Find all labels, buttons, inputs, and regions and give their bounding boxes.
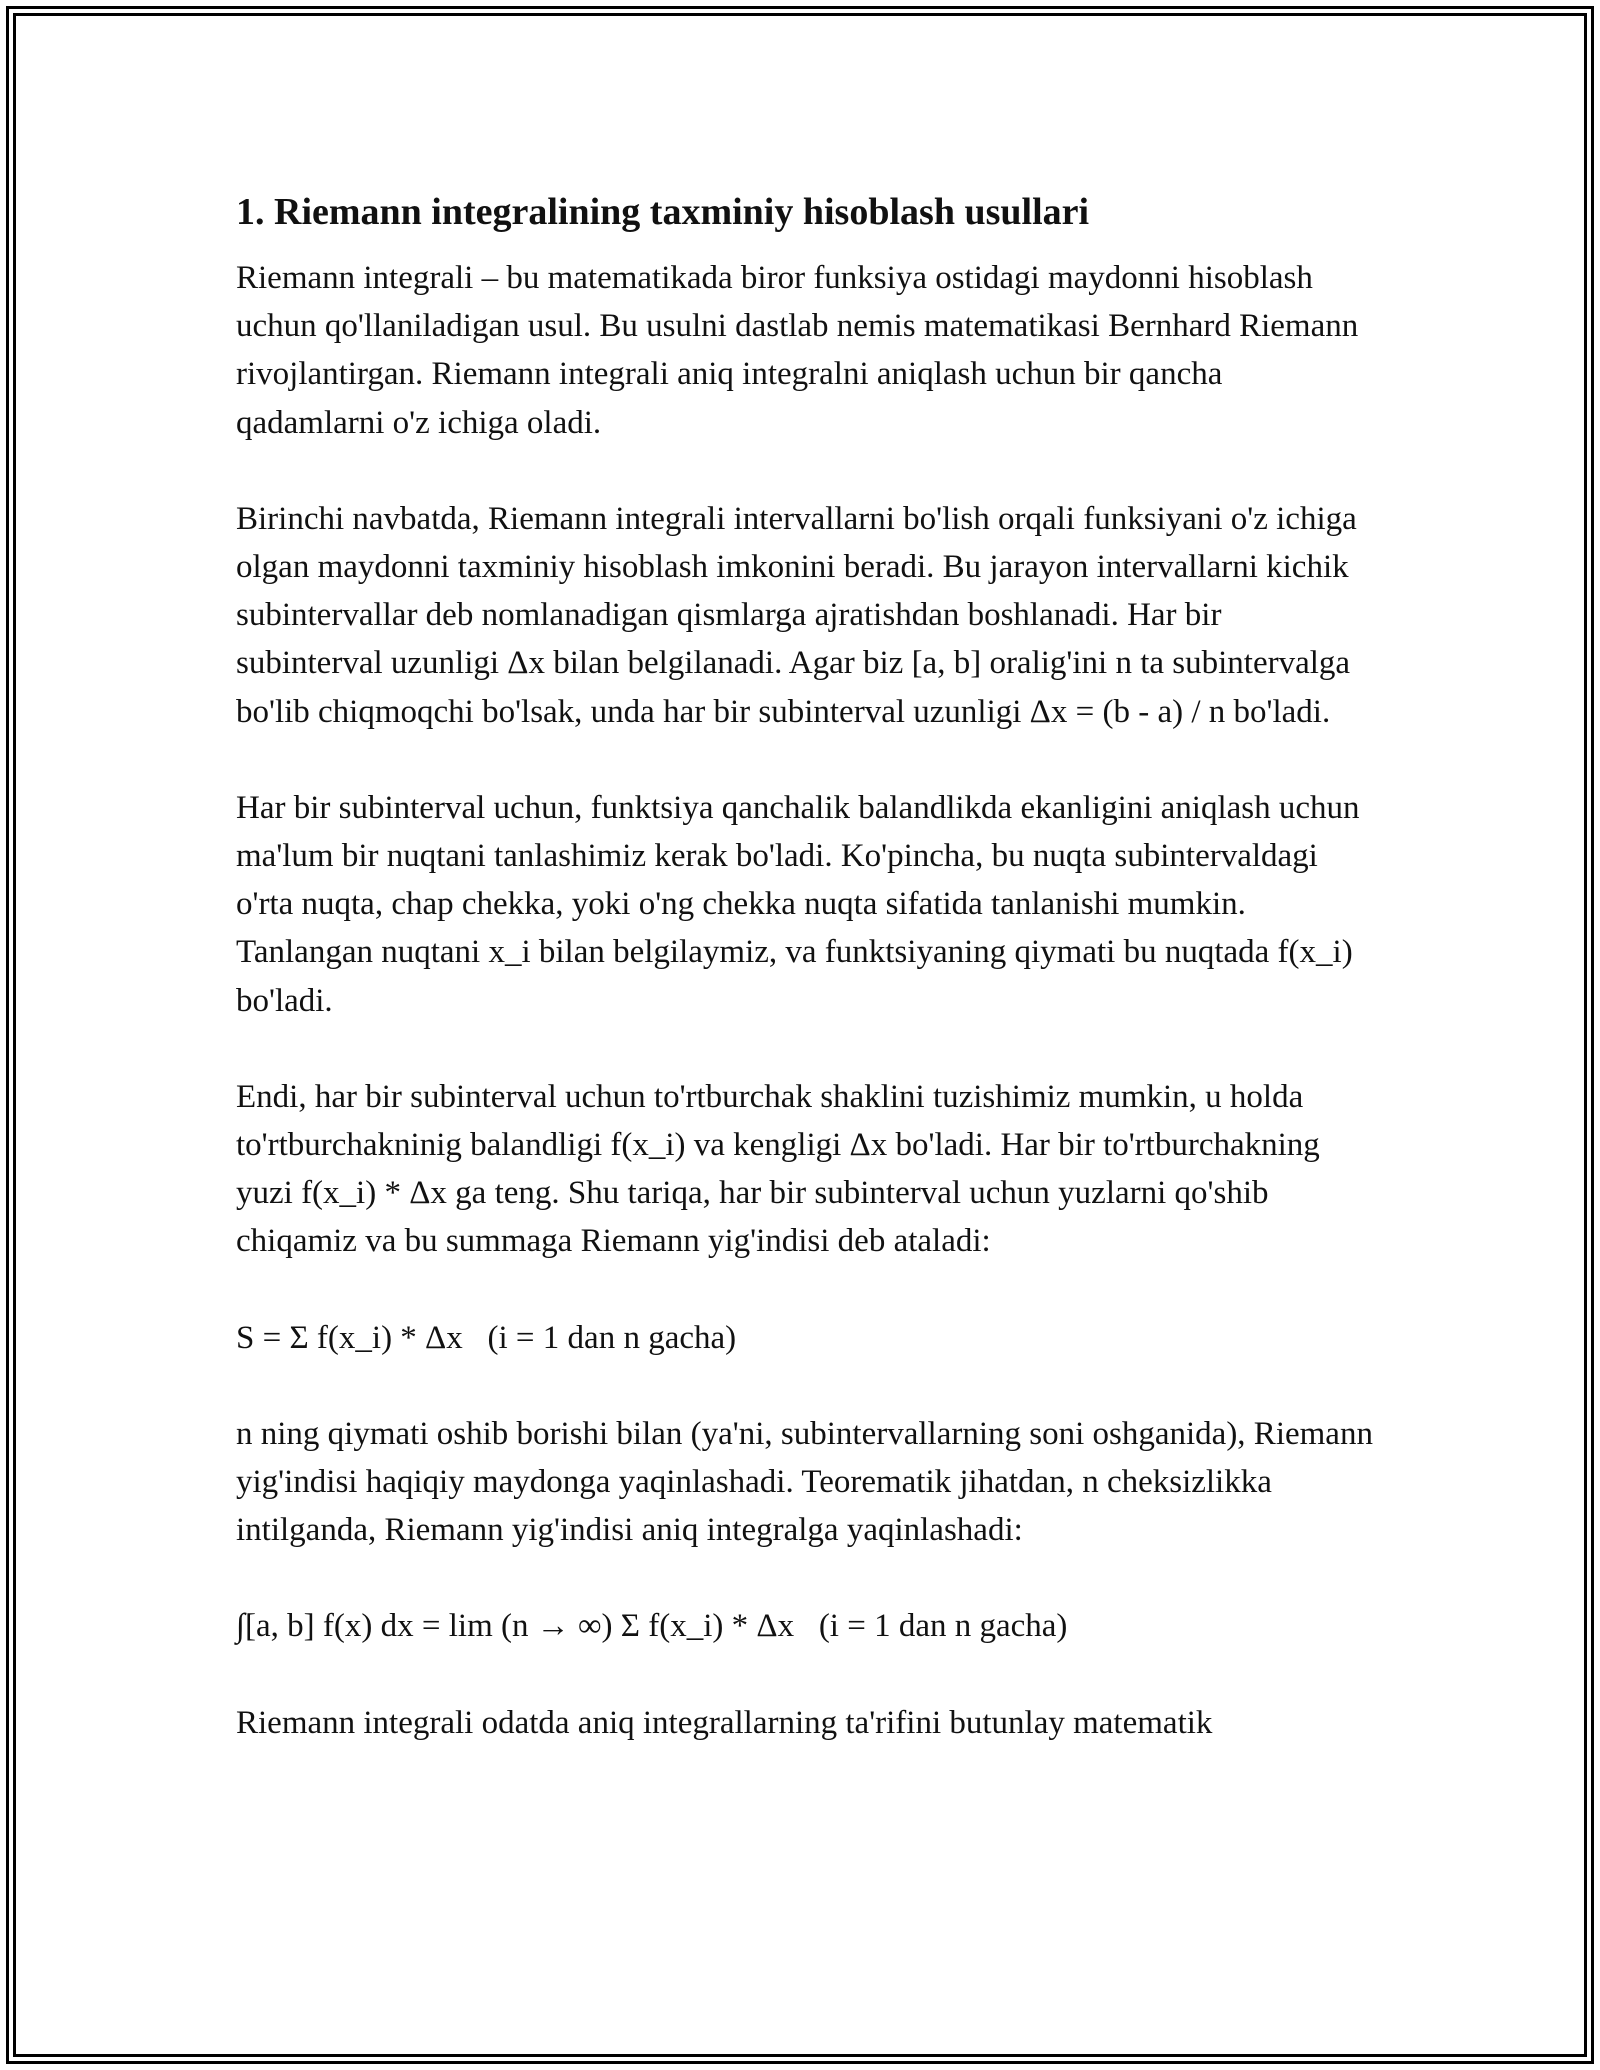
paragraph-closing: Riemann integrali odatda aniq integrallarning ta'rifini butunlay matematik bbox=[236, 1704, 1213, 1741]
paragraph-sample-point: Har bir subinterval uchun, funktsiya qanchalik balandlikda ekanligini aniqlash uchun ma'lum bir nuqtani tanlashimiz kerak bo'ladi. Ko'pincha, bu nuqta subintervaldagi o'rta nuqta, chap chekka, yoki o'ng chekka nuqta sifatida tanlanishi mumkin. Tanlangan nuqtani x_i bilan belgilaymiz, va funktsiyaning qiymati bu nuqtada f(x_i) bo'ladi. bbox=[236, 789, 1360, 1019]
paragraph-intro: Riemann integrali – bu matematikada biror funksiya ostidagi maydonni hisoblash uchun qo'llaniladigan usul. Bu usulni dastlab nemis matematikasi Bernhard Riemann rivojlantirgan. Riemann integrali aniq integralni aniqlash uchun bir qancha qadamlarni o'z ichiga oladi. bbox=[236, 260, 1359, 441]
paragraph-rectangles: Endi, har bir subinterval uchun to'rtburchak shaklini tuzishimiz mumkin, u holda to'rtburchakninig balandligi f(x_i) va kengligi Δx bo'ladi. Har bir to'rtburchakning yuzi f(x_i) * Δx ga teng. Shu tariqa, har bir subinterval uchun yuzlarni qo'shib chiqamiz va bu summaga Riemann yig'indisi deb ataladi: bbox=[236, 1078, 1320, 1260]
formula-riemann-sum: S = Σ f(x_i) * Δx (i = 1 dan n gacha) bbox=[236, 1319, 737, 1356]
formula-definite-integral: ∫[a, b] f(x) dx = lim (n → ∞) Σ f(x_i) * Δx (i = 1 dan n gacha) bbox=[236, 1608, 1068, 1645]
paragraph-limit: n ning qiymati oshib borishi bilan (ya'ni, subintervallarning soni oshganida), Riemann yig'indisi haqiqiy maydonga yaqinlashadi. Teorematik jihatdan, n cheksizlikka intilganda, Riemann yig'indisi aniq integralga yaqinlashadi: bbox=[236, 1415, 1373, 1549]
paragraph-subintervals: Birinchi navbatda, Riemann integrali intervallarni bo'lish orqali funksiyani o'z ichiga olgan maydonni taxminiy hisoblash imkonini beradi. Bu jarayon intervallarni kichik subintervallar deb nomlanadigan qismlarga ajratishdan boshlanadi. Har bir subinterval uzunligi Δx bilan belgilanadi. Agar biz [a, b] oralig'ini n ta subintervalga bo'lib chiqmoqchi bo'lsak, unda har bir subinterval uzunligi Δx = (b - a) / n bo'ladi. bbox=[236, 500, 1357, 730]
section-heading: 1. Riemann integralining taxminiy hisoblash usullari bbox=[236, 191, 1090, 233]
document-body bbox=[236, 186, 1376, 1795]
